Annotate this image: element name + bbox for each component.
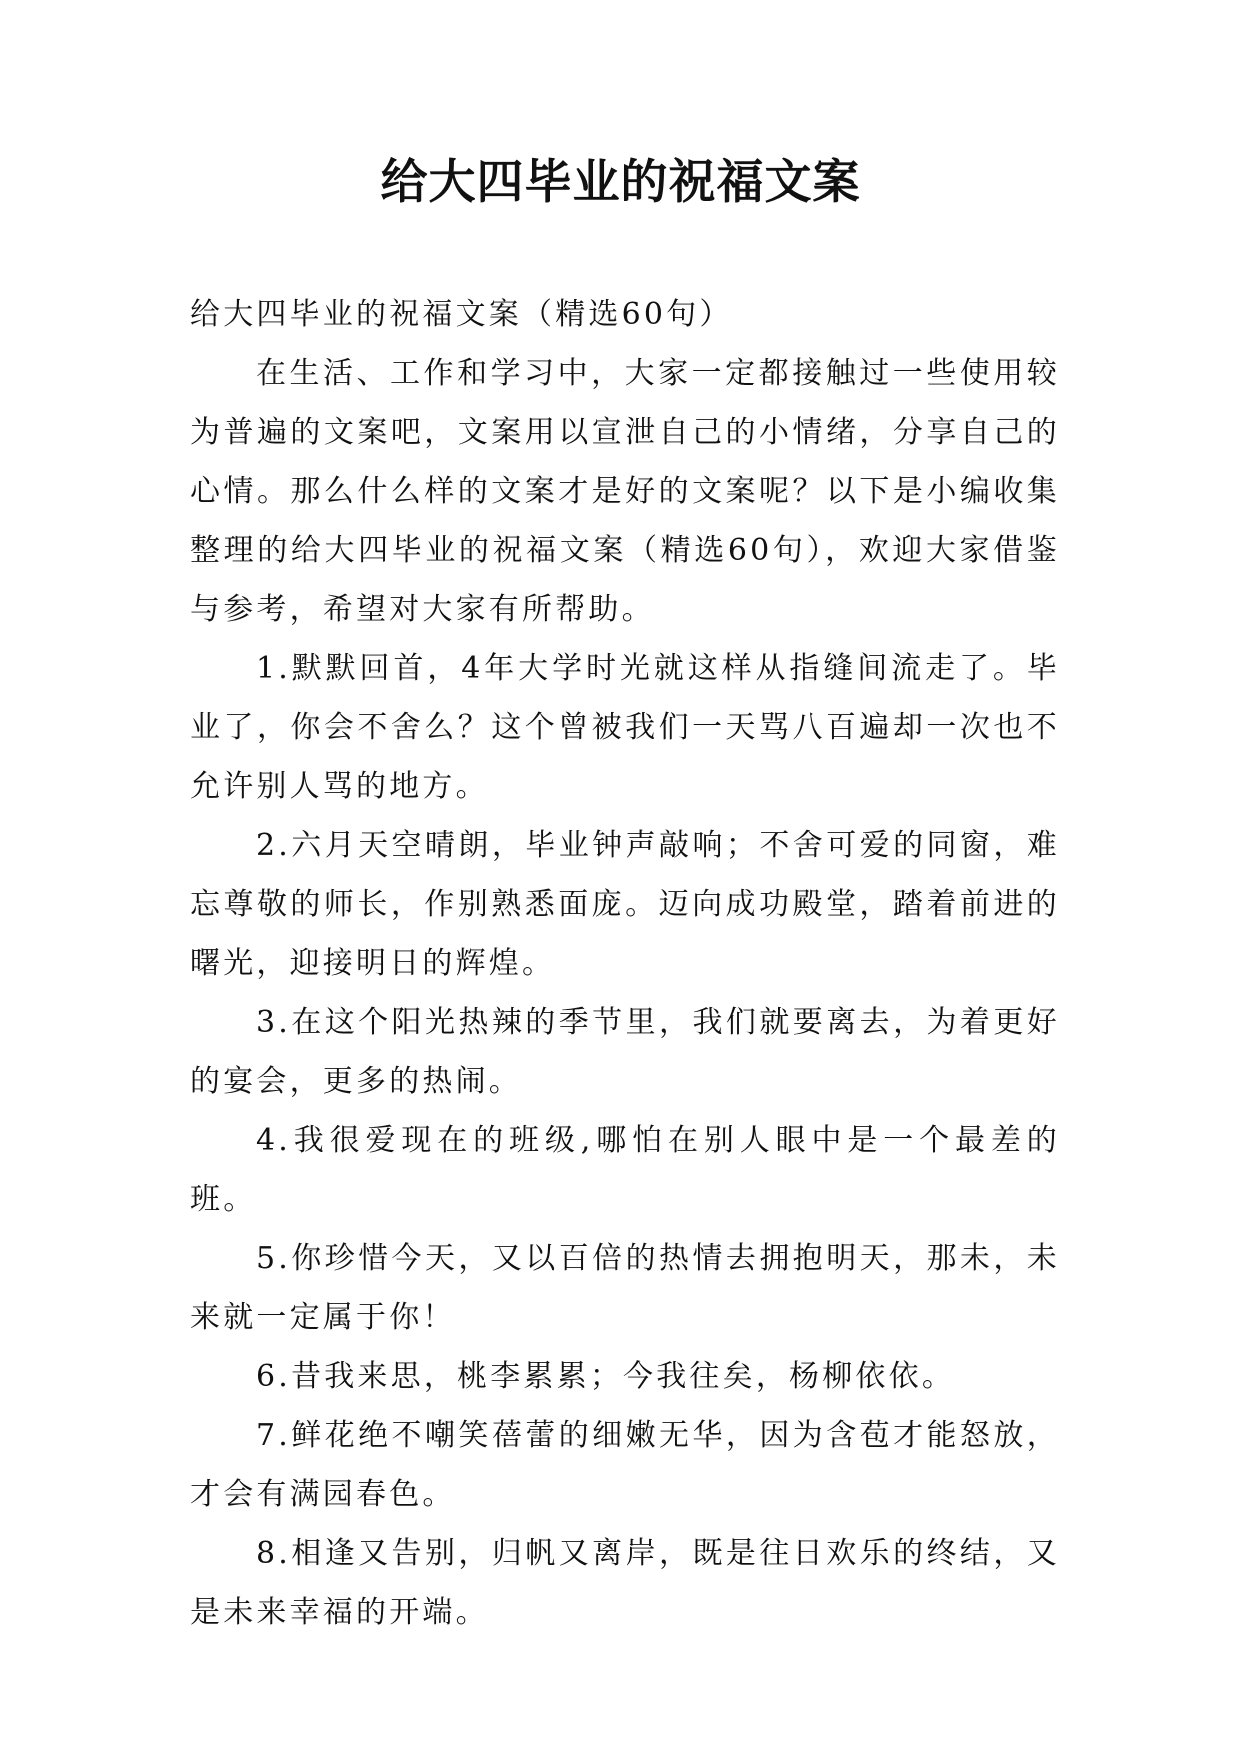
document-subtitle: 给大四毕业的祝福文案（精选60句）	[190, 297, 733, 332]
list-item: 2.六月天空晴朗，毕业钟声敲响；不舍可爱的同窗，难忘尊敬的师长，作别熟悉面庞。迈向成功殿堂，踏着前进的曙光，迎接明日的辉煌。	[190, 828, 1060, 981]
document-body	[190, 285, 1060, 1642]
list-item: 3.在这个阳光热辣的季节里，我们就要离去，为着更好的宴会，更多的热闹。	[190, 1005, 1060, 1099]
intro-paragraph: 在生活、工作和学习中，大家一定都接触过一些使用较为普遍的文案吧，文案用以宣泄自己的小情绪，分享自己的心情。那么什么样的文案才是好的文案呢？以下是小编收集整理的给大四毕业的祝福文案（精选60句），欢迎大家借鉴与参考，希望对大家有所帮助。	[190, 356, 1060, 627]
list-item: 7.鲜花绝不嘲笑蓓蕾的细嫩无华，因为含苞才能怒放，才会有满园春色。	[190, 1418, 1060, 1512]
list-item: 6.昔我来思，桃李累累；今我往矣，杨柳依依。	[256, 1359, 956, 1394]
document-title: 给大四毕业的祝福文案	[380, 155, 861, 210]
list-item: 5.你珍惜今天，又以百倍的热情去拥抱明天，那未，未来就一定属于你！	[190, 1241, 1060, 1335]
list-item: 8.相逢又告别，归帆又离岸，既是往日欢乐的终结，又是未来幸福的开端。	[190, 1536, 1060, 1630]
list-item: 1.默默回首，4年大学时光就这样从指缝间流走了。毕业了，你会不舍么？这个曾被我们一天骂八百遍却一次也不允许别人骂的地方。	[190, 651, 1060, 804]
list-item: 4.我很爱现在的班级,哪怕在别人眼中是一个最差的班。	[190, 1123, 1060, 1217]
